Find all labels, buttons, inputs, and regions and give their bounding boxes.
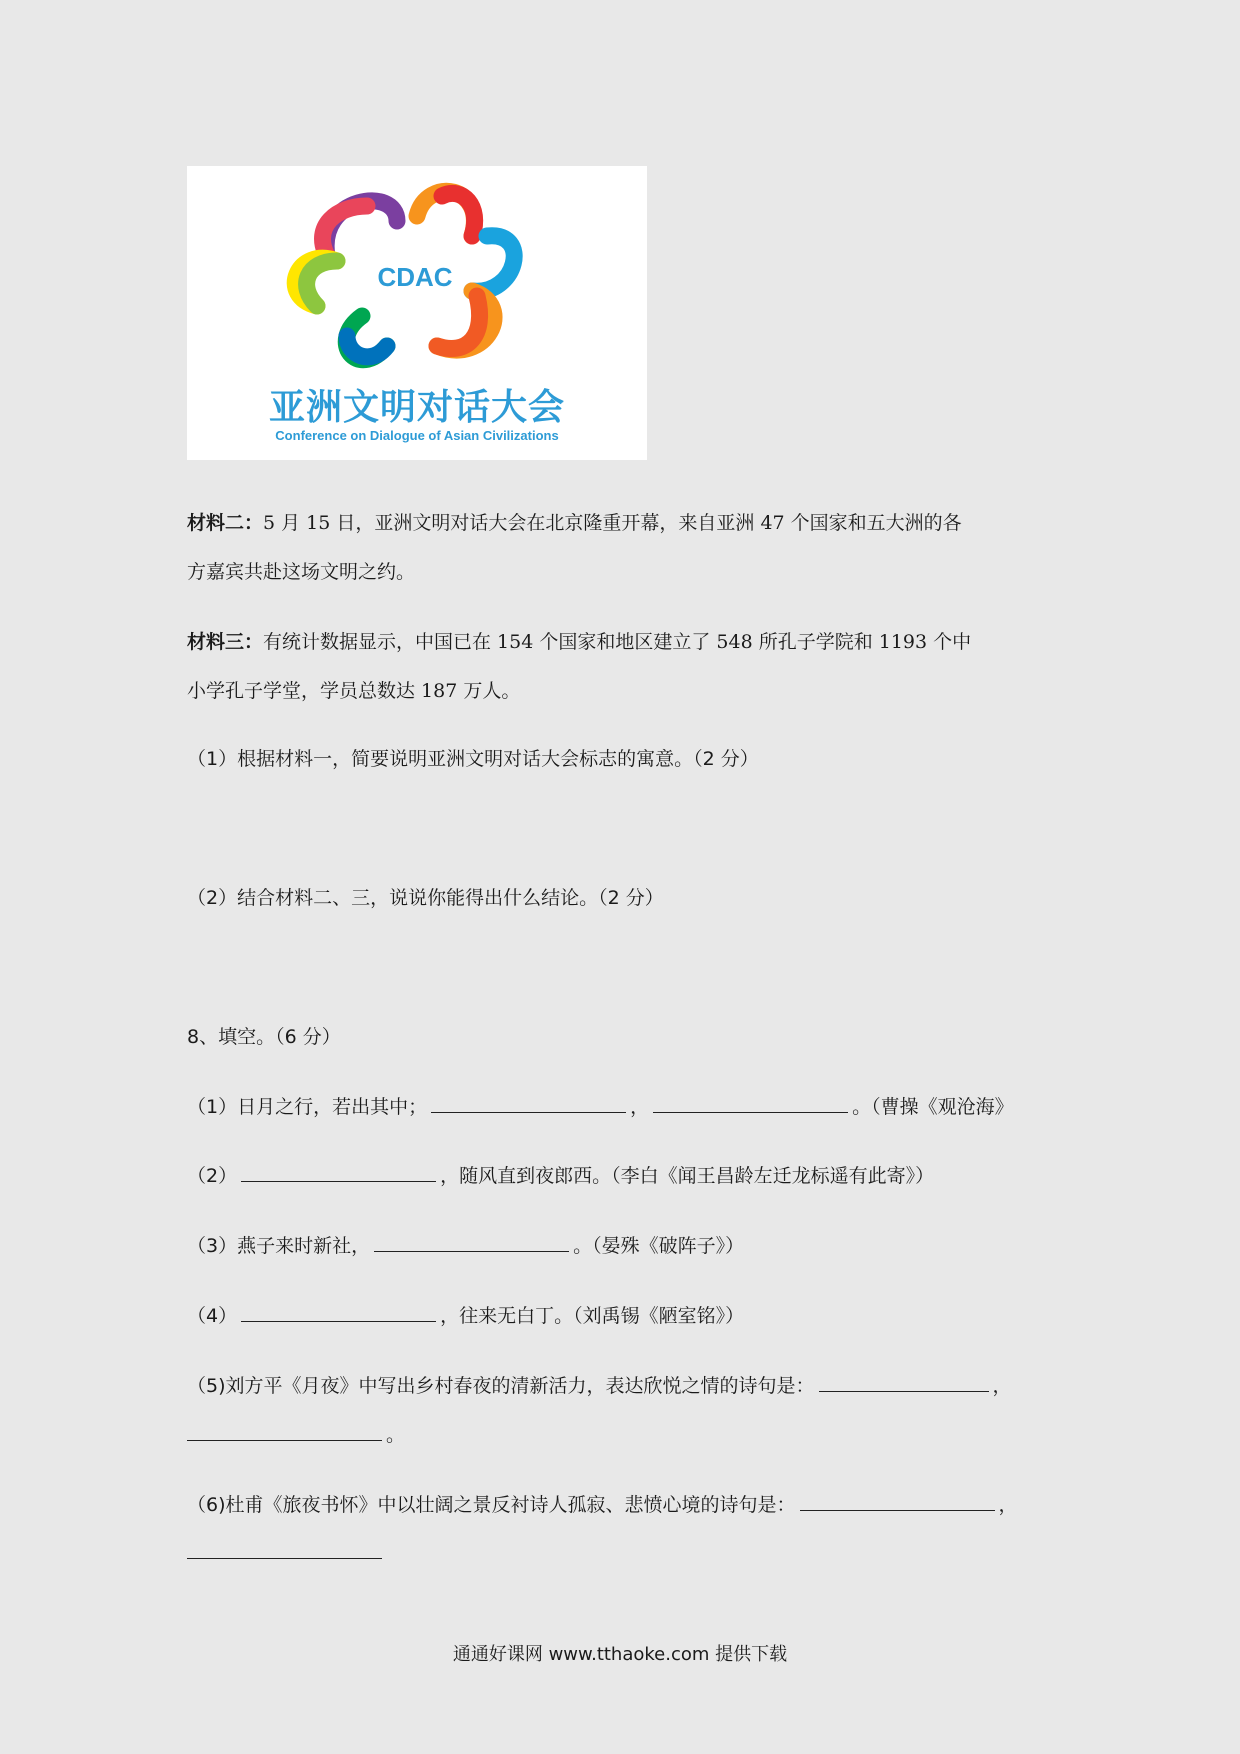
question8-item4 bbox=[187, 1301, 744, 1328]
material2-text2: 方嘉宾共赴这场文明之约。 bbox=[187, 561, 416, 583]
answer-blank[interactable] bbox=[241, 1161, 436, 1182]
question8-item2 bbox=[187, 1161, 934, 1188]
question7-part1: （1）根据材料一，简要说明亚洲文明对话大会标志的寓意。（2 分） bbox=[187, 748, 759, 770]
material3-text2: 小学孔子学堂，学员总数达 187 万人。 bbox=[187, 680, 521, 702]
answer-blank[interactable] bbox=[187, 1420, 382, 1441]
item3-prefix: （3）燕子来时新社， bbox=[187, 1235, 371, 1257]
question8-item6 bbox=[187, 1490, 1018, 1517]
item5-end: 。 bbox=[386, 1424, 406, 1446]
answer-blank[interactable] bbox=[431, 1092, 626, 1113]
item5-prefix: （5)刘方平《月夜》中写出乡村春夜的清新活力，表达欣悦之情的诗句是： bbox=[187, 1375, 815, 1397]
question8-item6-cont bbox=[183, 1538, 386, 1564]
answer-blank[interactable] bbox=[800, 1490, 995, 1511]
answer-blank[interactable] bbox=[819, 1371, 989, 1392]
material2-label: 材料二： bbox=[187, 512, 264, 534]
item3-suffix: 。（晏殊《破阵子》） bbox=[573, 1235, 745, 1257]
item2-suffix: ，随风直到夜郎西。（李白《闻王昌龄左迁龙标遥有此寄》） bbox=[440, 1165, 935, 1187]
item5-separator: ， bbox=[992, 1375, 1012, 1397]
material2-text1: 5 月 15 日，亚洲文明对话大会在北京隆重开幕，来自亚洲 47 个国家和五大洲的各 bbox=[263, 512, 962, 534]
item6-prefix: （6)杜甫《旅夜书怀》中以壮阔之景反衬诗人孤寂、悲愤心境的诗句是： bbox=[187, 1494, 796, 1516]
logo-acronym: CDAC bbox=[377, 262, 453, 292]
answer-blank[interactable] bbox=[374, 1231, 569, 1252]
item1-suffix: 。（曹操《观沧海》 bbox=[852, 1096, 1014, 1118]
question8-item5 bbox=[187, 1371, 1012, 1398]
ribbon-flower-icon bbox=[187, 166, 647, 396]
answer-blank[interactable] bbox=[241, 1301, 436, 1322]
item4-suffix: ，往来无白丁。（刘禹锡《陋室铭》） bbox=[440, 1305, 745, 1327]
item2-prefix: （2） bbox=[187, 1165, 238, 1187]
item6-separator: ， bbox=[998, 1494, 1018, 1516]
question8-item1 bbox=[187, 1092, 1014, 1119]
question8-title: 8、填空。（6 分） bbox=[187, 1026, 341, 1048]
material2-line1 bbox=[187, 508, 962, 535]
material3-text1: 有统计数据显示，中国已在 154 个国家和地区建立了 548 所孔子学院和 1193 个中 bbox=[263, 631, 972, 653]
logo-chinese-name: 亚洲文明对话大会 bbox=[268, 387, 565, 428]
item1-prefix: （1）日月之行，若出其中； bbox=[187, 1096, 428, 1118]
material3-label: 材料三： bbox=[187, 631, 264, 653]
question8-item5-cont bbox=[183, 1420, 405, 1447]
answer-blank[interactable] bbox=[653, 1092, 848, 1113]
question7-part2: （2）结合材料二、三，说说你能得出什么结论。（2 分） bbox=[187, 887, 664, 909]
question8-item3 bbox=[187, 1231, 744, 1258]
logo-english-name: Conference on Dialogue of Asian Civilizations bbox=[275, 428, 559, 443]
page-footer: 通通好课网 www.tthaoke.com 提供下载 bbox=[452, 1644, 788, 1665]
material3-line1 bbox=[187, 627, 971, 654]
cdac-logo bbox=[187, 166, 647, 460]
item1-separator: ， bbox=[630, 1096, 650, 1118]
answer-blank[interactable] bbox=[187, 1538, 382, 1559]
item4-prefix: （4） bbox=[187, 1305, 238, 1327]
